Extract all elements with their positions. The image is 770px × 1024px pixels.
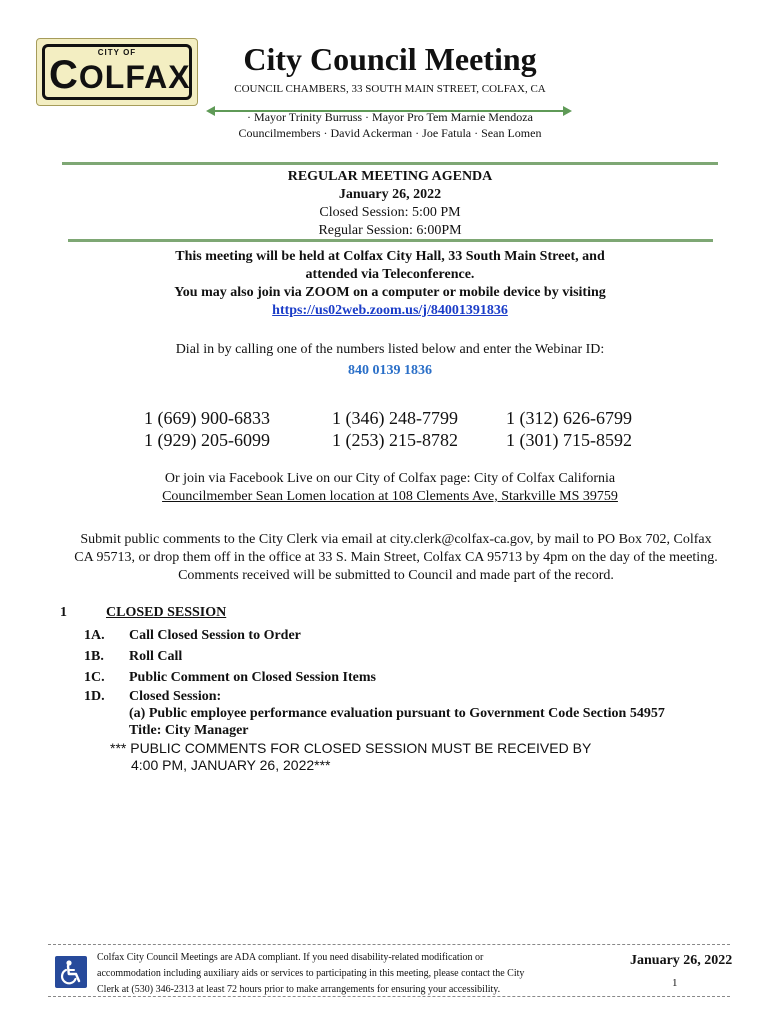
dial-in-block: [70, 341, 710, 380]
phone-2-1: 1 (929) 205-6099: [144, 430, 270, 450]
section-number: 1: [60, 605, 67, 620]
item-text: Call Closed Session to Order: [129, 628, 301, 643]
item-number: 1A.: [84, 628, 105, 643]
footer-date: January 26, 2022: [630, 953, 733, 968]
item-number: 1B.: [84, 649, 104, 664]
officials-line-2: Councilmembers · David Ackerman · Joe Fatula · Sean Lomen: [238, 126, 542, 140]
ada-line-2: accommodation including auxiliary aids or services to participating in this meeting, please contact the City: [97, 968, 525, 979]
item-text: Public Comment on Closed Session Items: [129, 670, 376, 685]
logo-city-of: CITY OF: [97, 48, 137, 57]
item-text: Closed Session:: [129, 689, 222, 704]
logo-initial: C: [49, 53, 79, 97]
facebook-line-1: Or join via Facebook Live on our City of Colfax page: City of Colfax California: [164, 471, 616, 486]
item-number: 1D.: [84, 689, 105, 704]
item-number: 1C.: [84, 670, 105, 685]
facebook-block: [60, 470, 720, 506]
footer-top-rule: [48, 944, 730, 945]
public-comment-line-3: Comments received will be submitted to Council and made part of the record.: [178, 568, 614, 583]
item-1d-title: Title: City Manager: [129, 723, 249, 738]
agenda-block: [200, 168, 580, 240]
closed-session-comment-notice: [110, 740, 670, 774]
facebook-line-2: Councilmember Sean Lomen location at 108 Clements Ave, Starkville MS 39759: [162, 489, 618, 504]
meeting-notice: [70, 248, 710, 320]
meeting-address: COUNCIL CHAMBERS, 33 SOUTH MAIN STREET, COLFAX, CA: [234, 83, 546, 95]
logo-frame: [42, 44, 192, 100]
ada-line-1: Colfax City Council Meetings are ADA compliant. If you need disability-related modification or: [97, 952, 484, 963]
header-divider: [62, 162, 718, 165]
notice-line-2: attended via Teleconference.: [305, 267, 475, 282]
item-text: Roll Call: [129, 649, 183, 664]
wheelchair-icon: [55, 956, 87, 988]
notice-line-1: This meeting will be held at Colfax City Hall, 33 South Main Street, and: [175, 249, 605, 264]
phone-1-3: 1 (312) 626-6799: [506, 408, 632, 428]
officials-line-1: · Mayor Trinity Burruss · Mayor Pro Tem Marnie Mendoza: [247, 110, 533, 124]
closed-session-time: Closed Session: 5:00 PM: [319, 205, 461, 220]
phone-1-2: 1 (346) 248-7799: [332, 408, 458, 428]
logo-name-rest: OLFAX: [78, 59, 191, 95]
regular-session-time: Regular Session: 6:00PM: [318, 223, 462, 238]
notice-sans-line-2: 4:00 PM, JANUARY 26, 2022***: [131, 757, 331, 773]
public-comment-line-2: CA 95713, or drop them off in the office at 33 S. Main Street, Colfax CA 95713 by 4pm on the day of the meeting.: [74, 550, 718, 565]
agenda-divider: [68, 239, 713, 242]
agenda-date: January 26, 2022: [338, 187, 442, 202]
ada-line-3: Clerk at (530) 346-2313 at least 72 hours prior to make arrangements for ensuring your accessibility.: [97, 984, 501, 995]
public-comment-line-1: Submit public comments to the City Clerk via email at city.clerk@colfax-ca.gov, by mail to PO Box 702, Colfax: [80, 532, 712, 547]
ada-notice: [97, 950, 591, 998]
footer-bottom-rule: [48, 996, 730, 997]
public-comment-block: [40, 531, 752, 585]
phone-2-2: 1 (253) 215-8782: [332, 430, 458, 450]
city-logo: [36, 38, 198, 106]
dial-in-text: Dial in by calling one of the numbers listed below and enter the Webinar ID:: [175, 342, 605, 357]
notice-line-3: You may also join via ZOOM on a computer or mobile device by visiting: [174, 285, 606, 300]
item-1d-detail: (a) Public employee performance evaluation pursuant to Government Code Section 54957: [129, 706, 665, 721]
notice-sans-line-1: *** PUBLIC COMMENTS FOR CLOSED SESSION MUST BE RECEIVED BY: [110, 740, 592, 756]
section-title: CLOSED SESSION: [106, 605, 227, 620]
page-title: City Council Meeting: [243, 41, 537, 77]
webinar-id: 840 0139 1836: [348, 363, 432, 378]
phone-2-3: 1 (301) 715-8592: [506, 430, 632, 450]
logo-name: [49, 53, 191, 97]
zoom-link[interactable]: https://us02web.zoom.us/j/84001391836: [272, 303, 508, 318]
agenda-heading: REGULAR MEETING AGENDA: [287, 169, 493, 184]
page-number: 1: [672, 977, 678, 989]
phone-1-1: 1 (669) 900-6833: [144, 408, 270, 428]
